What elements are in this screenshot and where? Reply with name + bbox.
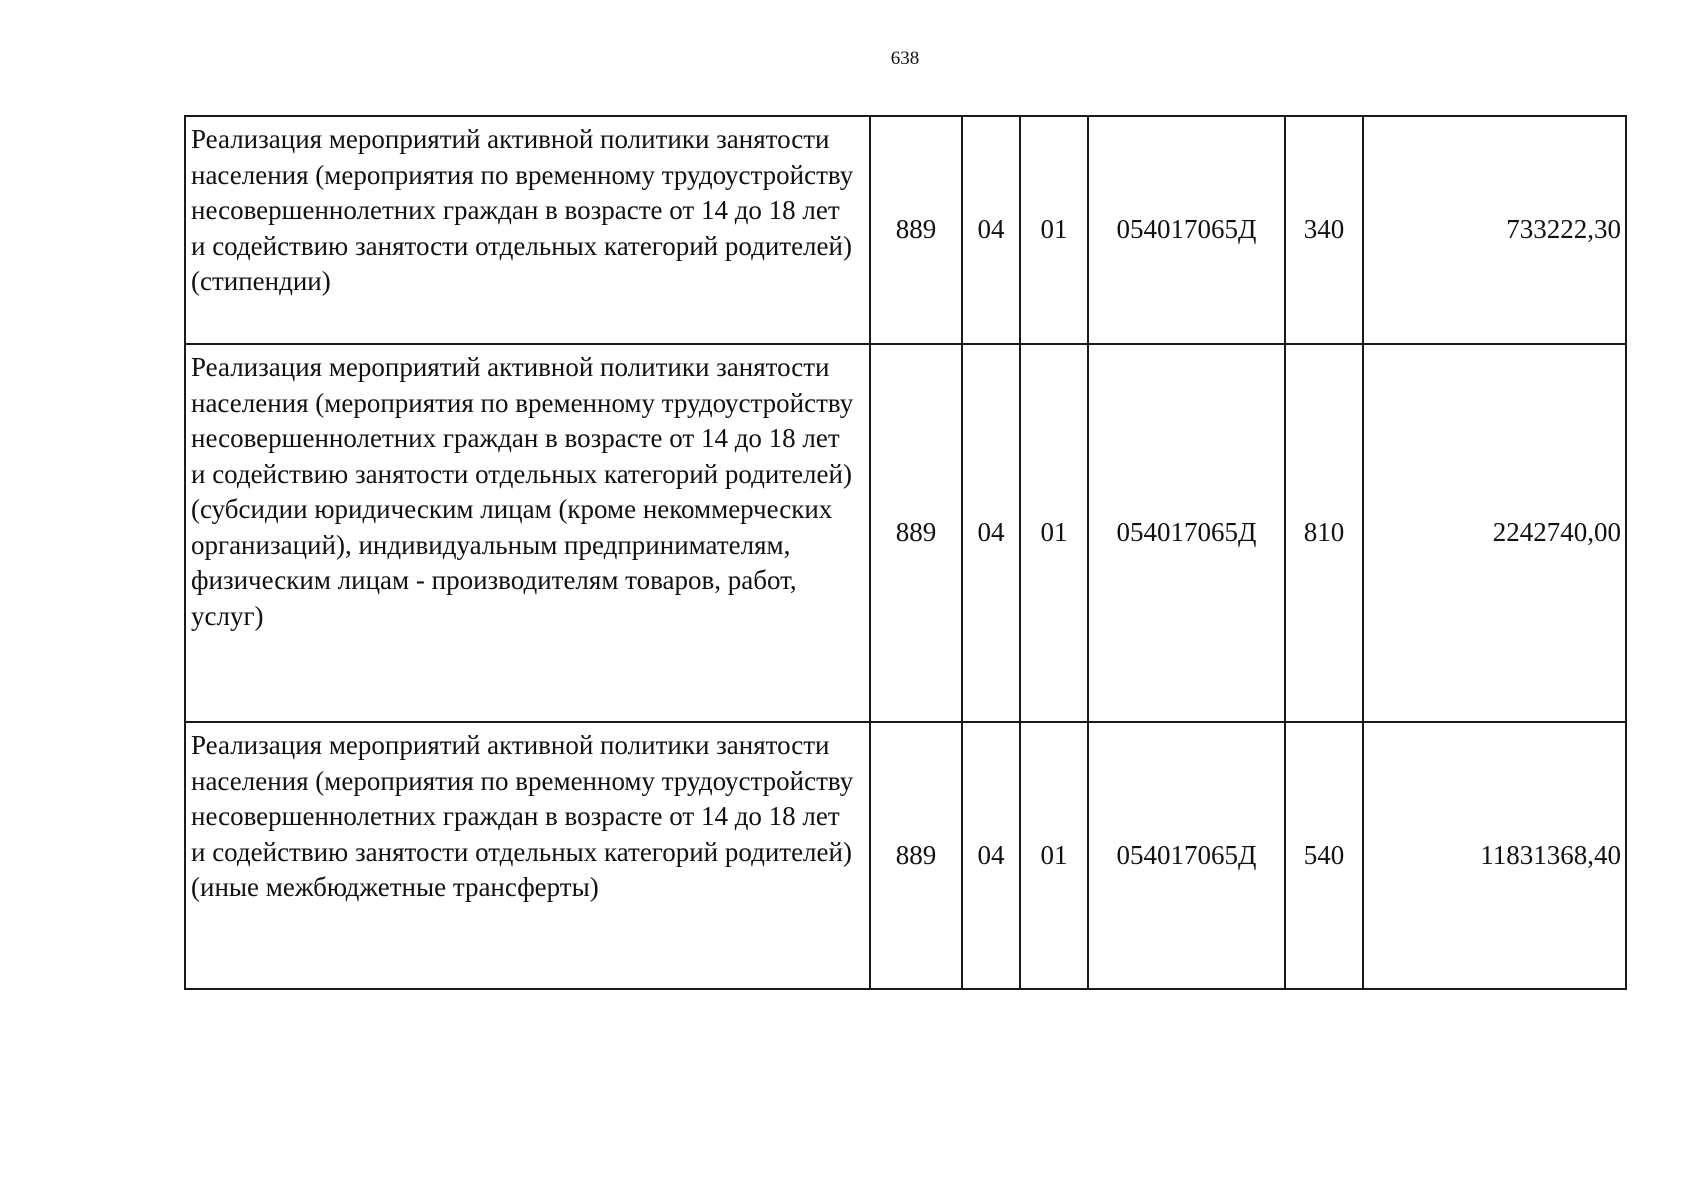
row-expense-type-code: 540 bbox=[1285, 722, 1363, 989]
row-description: Реализация мероприятий активной политики занятости населения (мероприятия по временному трудоустройству несовершеннолетних граждан в возрасте от 14 до 18 лет и содействию занятости отдельных категорий родителей) (иные межбюджетные трансферты) bbox=[185, 722, 870, 989]
row-section-code: 04 bbox=[962, 116, 1020, 344]
row-amount: 733222,30 bbox=[1363, 116, 1626, 344]
row-amount: 11831368,40 bbox=[1363, 722, 1626, 989]
row-subsection-code: 01 bbox=[1020, 344, 1088, 722]
row-subsection-code: 01 bbox=[1020, 722, 1088, 989]
row-target-article-code: 054017065Д bbox=[1088, 344, 1285, 722]
row-target-article-code: 054017065Д bbox=[1088, 722, 1285, 989]
row-target-article-code: 054017065Д bbox=[1088, 116, 1285, 344]
row-ved-code: 889 bbox=[870, 116, 962, 344]
row-expense-type-code: 340 bbox=[1285, 116, 1363, 344]
row-section-code: 04 bbox=[962, 722, 1020, 989]
row-subsection-code: 01 bbox=[1020, 116, 1088, 344]
table-row bbox=[185, 116, 1626, 344]
page-number: 638 bbox=[890, 48, 920, 69]
row-expense-type-code: 810 bbox=[1285, 344, 1363, 722]
budget-table bbox=[184, 115, 1627, 990]
row-ved-code: 889 bbox=[870, 344, 962, 722]
table-row bbox=[185, 722, 1626, 989]
row-amount: 2242740,00 bbox=[1363, 344, 1626, 722]
row-description: Реализация мероприятий активной политики занятости населения (мероприятия по временному трудоустройству несовершеннолетних граждан в возрасте от 14 до 18 лет и содействию занятости отдельных категорий родителей) (стипендии) bbox=[185, 116, 870, 344]
row-description: Реализация мероприятий активной политики занятости населения (мероприятия по временному трудоустройству несовершеннолетних граждан в возрасте от 14 до 18 лет и содействию занятости отдельных категорий родителей) (субсидии юридическим лицам (кроме некоммерческих организаций), индивидуальным предпринимателям, физическим лицам - производителям товаров, работ, услуг) bbox=[185, 344, 870, 722]
row-section-code: 04 bbox=[962, 344, 1020, 722]
row-ved-code: 889 bbox=[870, 722, 962, 989]
table-row bbox=[185, 344, 1626, 722]
